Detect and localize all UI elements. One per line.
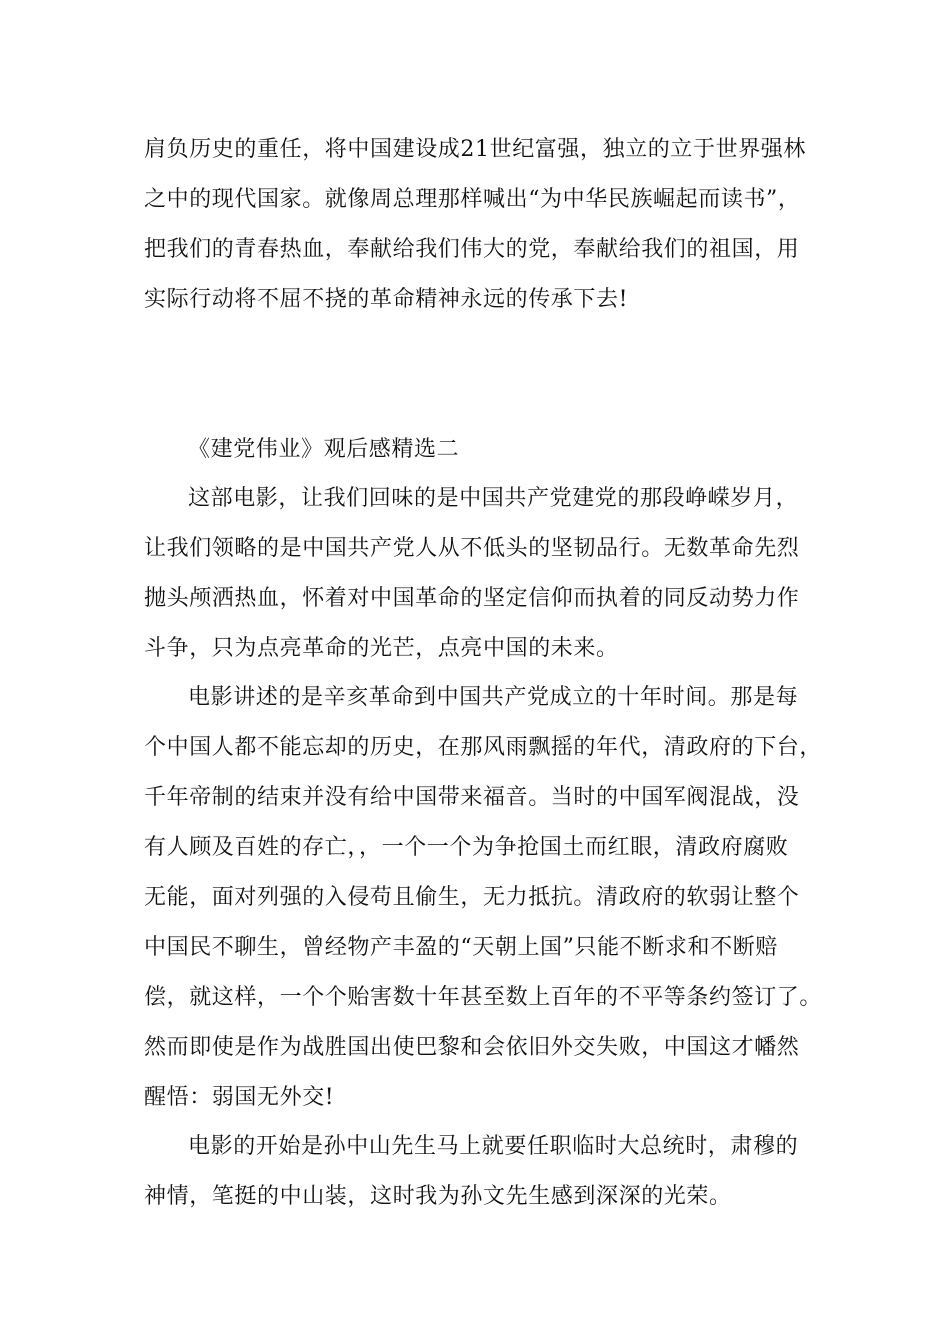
paragraph-line: 实际行动将不屈不挠的革命精神永远的传承下去! <box>144 287 629 312</box>
paragraph-line: 抛头颅洒热血，怀着对中国革命的坚定信仰而执着的同反动势力作 <box>144 586 800 611</box>
paragraph-line: 肩负历史的重任，将中国建设成21世纪富强，独立的立于世界强林 <box>144 137 806 162</box>
paragraph-3 <box>144 1122 824 1222</box>
paragraph-line: 神情，笔挺的中山装，这时我为孙文先生感到深深的光荣。 <box>144 1184 732 1209</box>
paragraph-line: 之中的现代国家。就像周总理那样喊出“为中华民族崛起而读书”， <box>144 187 801 212</box>
paragraph-line: 个中国人都不能忘却的历史，在那风雨飘摇的年代，清政府的下台， <box>144 735 823 760</box>
top-paragraph <box>144 125 824 325</box>
paragraph-line: 中国民不聊生，曾经物产丰盈的“天朝上国”只能不断求和不断赔 <box>144 935 778 960</box>
paragraph-line: 千年帝制的结束并没有给中国带来福音。当时的中国军阀混战，没 <box>144 785 800 810</box>
paragraph-line: 有人顾及百姓的存亡，，一个一个为争抢国土而红眼，清政府腐败 <box>144 835 789 860</box>
section-heading: 《建党伟业》观后感精选二 <box>188 437 460 462</box>
paragraph-line: 把我们的青春热血，奉献给我们伟大的党，奉献给我们的祖国，用 <box>144 237 800 262</box>
paragraph-line: 无能，面对列强的入侵苟且偷生，无力抵抗。清政府的软弱让整个 <box>144 885 800 910</box>
paragraph-line: 电影讲述的是辛亥革命到中国共产党成立的十年时间。那是每 <box>188 685 799 710</box>
paragraph-line: 醒悟：弱国无外交! <box>144 1085 335 1110</box>
paragraph-1 <box>144 474 824 674</box>
paragraph-line: 电影的开始是孙中山先生马上就要任职临时大总统时，肃穆的 <box>188 1134 799 1159</box>
paragraph-line: 偿，就这样，一个个贻害数十年甚至数上百年的不平等条约签订了。 <box>144 985 823 1010</box>
paragraph-line: 让我们领略的是中国共产党人从不低头的坚韧品行。无数革命先烈 <box>144 536 800 561</box>
paragraph-line: 这部电影，让我们回味的是中国共产党建党的那段峥嵘岁月， <box>188 486 799 511</box>
paragraph-line: 斗争，只为点亮革命的光芒，点亮中国的未来。 <box>144 636 619 661</box>
paragraph-line: 然而即使是作为战胜国出使巴黎和会依旧外交失败，中国这才幡然 <box>144 1035 800 1060</box>
section-heading-block <box>144 425 824 475</box>
paragraph-2 <box>144 673 824 1123</box>
